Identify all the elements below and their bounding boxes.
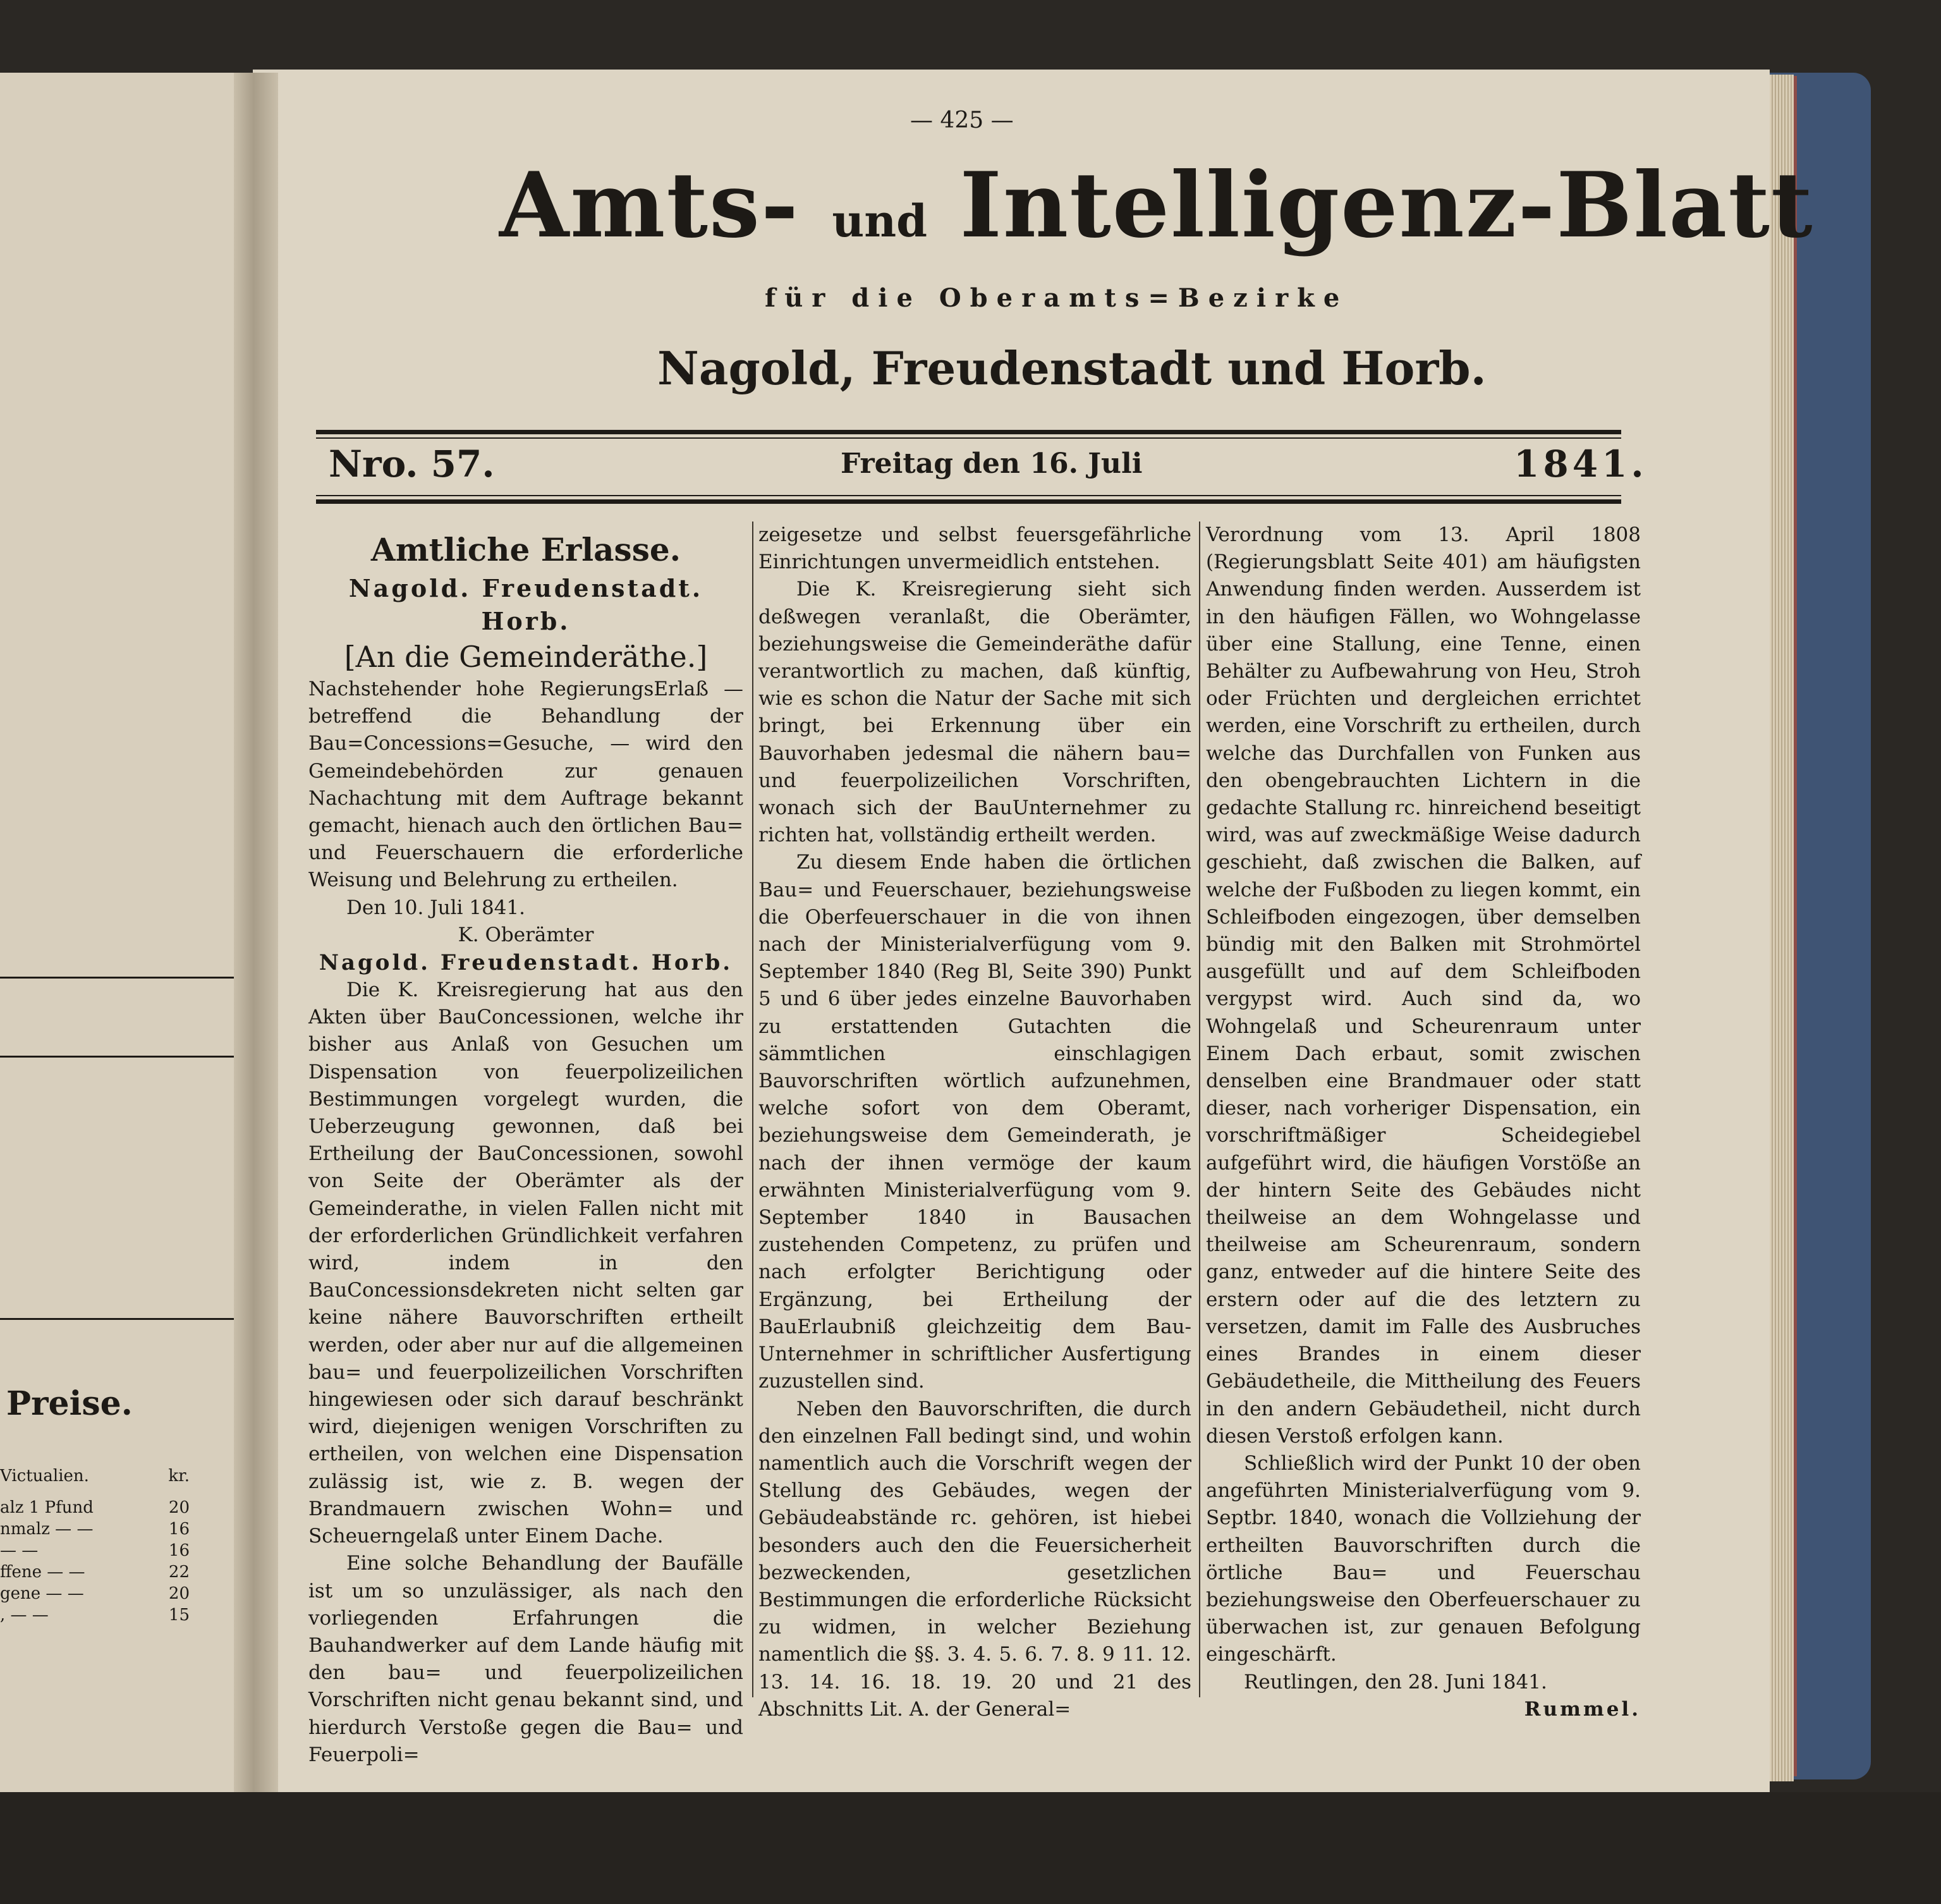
table-cell-item: , — — [0, 1606, 49, 1625]
paragraph: Die K. Kreisregierung sieht sich deßwegen veranlaßt, die Oberämter, beziehungsweise die Gemeinderäthe dafür verantwortlich zu machen, daß künftig, wie es schon die Natur der Sache mit sich bringt, bei Erkennung über ein Bauvorhaben jedesmal die nähern bau= und feuerpolizeilichen Vorschriften, wonach sich der BauUnternehmer zu richten hat, vollständig ertheilt werden. [758, 578, 1191, 847]
issue-year: 1841. [1514, 442, 1648, 485]
page-number: — 425 — [910, 107, 1014, 133]
addressee-line: [An die Gemeinderäthe.] [344, 640, 708, 674]
table-cell-item: nmalz — — [0, 1520, 94, 1539]
prices-table [0, 1467, 190, 1627]
table-cell-item: — — [0, 1541, 39, 1560]
paragraph: Neben den Bauvorschriften, die durch den einzelnen Fall bedingt sind, und wohin namentlich auch die Vorschrift wegen der Stellung des Gebäudes, wegen der Gebäudeabstände rc. gehören, ist hiebei besonders auch den die Feuersicherheit bezweckenden, gesetzlichen Bestimmungen die erforderliche Rücksicht zu widmen, in welcher Beziehung namentlich die §§. 3. 4. 5. 6. 7. 8. 9 11. 12. 13. 14. 16. 18. 19. 20 und 21 des Abschnitts Lit. A. der General= [758, 1397, 1191, 1721]
table-cell-price: 20 [168, 1498, 190, 1517]
column-3 [1206, 522, 1641, 1723]
table-cell-item: gene — — [0, 1584, 84, 1603]
column-divider [1199, 522, 1200, 1697]
book-gutter [234, 73, 278, 1792]
left-divider [0, 1056, 234, 1058]
table-row [0, 1584, 190, 1606]
table-row [0, 1606, 190, 1627]
table-header-item: Victualien. [0, 1467, 89, 1486]
table-cell-price: 20 [168, 1584, 190, 1603]
masthead-rule-bottom-thin [316, 495, 1621, 496]
paragraph: Die K. Kreisregierung hat aus den Akten über BauConcessionen, welche ihr bisher aus Anlaß von Gesuchen um Dispensation von feuerpolizeilichen Bestimmungen vorgelegt wurden, die Ueberzeugung gewonnen, daß bei Ertheilung der BauConcessionen, sowohl von Seite der Oberämter als der Gemeinderathe, in vielen Fallen nicht mit der erforderlichen Gründlichkeit verfahren wird, indem in den BauConcessionsdekreten nicht selten gar keine nähere Bauvorschriften ertheilt werden, oder aber nur auf die allgemeinen bau= und feuerpolizeilichen Vorschriften hingewiesen oder sich darauf beschränkt wird, diejenigen wenigen Vorschriften zu ertheilen, von welchen eine Dispensation zulässig ist, wie z. B. wegen der Brandmauern zwischen Wohn= und Scheuerngelaß unter Einem Dache. [308, 979, 743, 1548]
paragraph: zeigesetze und selbst feuersgefährliche Einrichtungen unvermeidlich entstehen. [758, 523, 1191, 574]
left-page [0, 73, 256, 1792]
date-line: Den 10. Juli 1841. [346, 896, 525, 919]
masthead-places: Nagold, Freudenstadt und Horb. [657, 341, 1487, 395]
title-part-2: Intelligenz-Blatt [959, 153, 1814, 258]
table-row [0, 1563, 190, 1584]
masthead-rule-top [316, 430, 1621, 434]
prices-table-header [0, 1467, 190, 1498]
paragraph: Schließlich wird der Punkt 10 der oben angeführten Ministerialverfügung vom 9. Septbr. 1840, wonach die Vollziehung der ertheilten Bauvorschriften durch die örtliche Bau= und Feuerschau beziehungsweise den Oberfeuerschauer zu überwachen ist, zur genauen Befolgung eingeschärft. [1206, 1451, 1641, 1666]
paragraph: Nachstehender hohe RegierungsErlaß — betreffend die Behandlung der Bau=Concessions=Gesuche, — wird den Gemeindebehörden zur genauen Nachachtung mit dem Auftrage bekannt gemacht, hienach auch den örtlichen Bau= und Feuerschauern die erforderliche Weisung und Belehrung zu ertheilen. [308, 678, 743, 892]
signature-line: Rummel. [1524, 1697, 1641, 1721]
table-cell-item: ffene — — [0, 1563, 85, 1582]
place-date-line: Reutlingen, den 28. Juni 1841. [1244, 1670, 1547, 1693]
background-shadow [0, 1792, 1941, 1904]
table-cell-price: 15 [168, 1606, 190, 1625]
table-cell-price: 22 [168, 1563, 190, 1582]
table-cell-price: 16 [168, 1520, 190, 1539]
signature-line: K. Oberämter [458, 923, 594, 946]
title-part-1: Amts- [499, 153, 800, 258]
table-row [0, 1520, 190, 1541]
masthead-subtitle: für die Oberamts=Bezirke [765, 283, 1349, 313]
section-heading: Amtliche Erlasse. [370, 531, 681, 568]
places-line: Nagold. Freudenstadt. Horb. [319, 950, 733, 976]
left-divider [0, 1318, 234, 1320]
masthead-rule-top-thin [316, 437, 1621, 439]
prices-heading: Preise. [6, 1384, 133, 1423]
places-line: Nagold. Freudenstadt. Horb. [348, 574, 703, 635]
issue-date: Freitag den 16. Juli [841, 448, 1143, 480]
masthead-rule-bottom [316, 499, 1621, 504]
issue-number: Nro. 57. [329, 442, 495, 485]
column-divider [752, 522, 753, 1697]
title-und: und [832, 195, 928, 247]
column-1 [308, 522, 743, 1769]
masthead-title [499, 153, 1814, 272]
column-2 [758, 522, 1191, 1723]
left-divider [0, 977, 234, 979]
table-row [0, 1541, 190, 1563]
table-row [0, 1498, 190, 1520]
table-cell-item: alz 1 Pfund [0, 1498, 94, 1517]
paragraph: Verordnung vom 13. April 1808 (Regierungsblatt Seite 401) am häufigsten Anwendung finden werden. Ausserdem ist in den häufigen Fällen, wo Wohngelasse über eine Stallung, eine Tenne, einen Behälter zu Aufbewahrung von Heu, Stroh oder Früchten und dergleichen errichtet werden, eine Vorschrift zu ertheilen, durch welche das Durchfallen von Funken aus den obengebrauchten Lichtern in die gedachte Stallung rc. hinreichend beseitigt wird, was auf zweckmäßige Weise dadurch geschieht, daß zwischen die Balken, auf welche der Fußboden zu liegen kommt, ein Schleifboden eingezogen, über demselben bündig mit den Balken mit Strohmörtel ausgefüllt und auf dem Schleifboden vergypst wird. Auch sind da, wo Wohngelaß und Scheurenraum unter Einem Dach erbaut, somit zwischen denselben eine Brandmauer oder statt dieser, nach vorheriger Dispensation, ein vorschriftmäßiger Scheidegiebel aufgeführt wird, die häufigen Vorstöße an der hintern Seite des Gebäudes nicht theilweise an dem Wohngelasse und theilweise am Scheurenraum, sondern ganz, entweder auf die hintere Seite des erstern oder auf die des letztern zu versetzen, damit im Falle des Ausbruches eines Brandes in einem dieser Gebäudetheile, die Mittheilung des Feuers in den andern Gebäudetheil, nicht durch diesen Verstoß erfolgen kann. [1206, 523, 1641, 1448]
table-header-price: kr. [168, 1467, 190, 1486]
table-cell-price: 16 [168, 1541, 190, 1560]
paragraph: Zu diesem Ende haben die örtlichen Bau= und Feuerschauer, beziehungsweise die Oberfeuerschauer in die von ihnen nach der Ministerialverfügung vom 9. September 1840 (Reg Bl, Seite 390) Punkt 5 und 6 über jedes einzelne Bauvorhaben zu erstattenden Gutachten die sämmtlichen einschlagigen Bauvorschriften wörtlich aufzunehmen, welche sofort von dem Oberamt, beziehungsweise dem Gemeinderath, je nach der ihnen vermöge der kaum erwähnten Ministerialverfügung vom 9. September 1840 in Bausachen zustehenden Competenz, zu prüfen und nach erfolgter Berichtigung oder Ergänzung, bei Ertheilung der BauErlaubniß gleichzeitig dem Bau-Unternehmer in schriftlicher Ausfertigung zuzustellen sind. [758, 851, 1191, 1393]
paragraph: Eine solche Behandlung der Baufälle ist um so unzulässiger, als nach den vorliegenden Erfahrungen die Bauhandwerker auf dem Lande häufig mit den bau= und feuerpolizeilichen Vorschriften nicht genau bekannt sind, und hierdurch Verstoße gegen die Bau= und Feuerpoli= [308, 1552, 743, 1766]
